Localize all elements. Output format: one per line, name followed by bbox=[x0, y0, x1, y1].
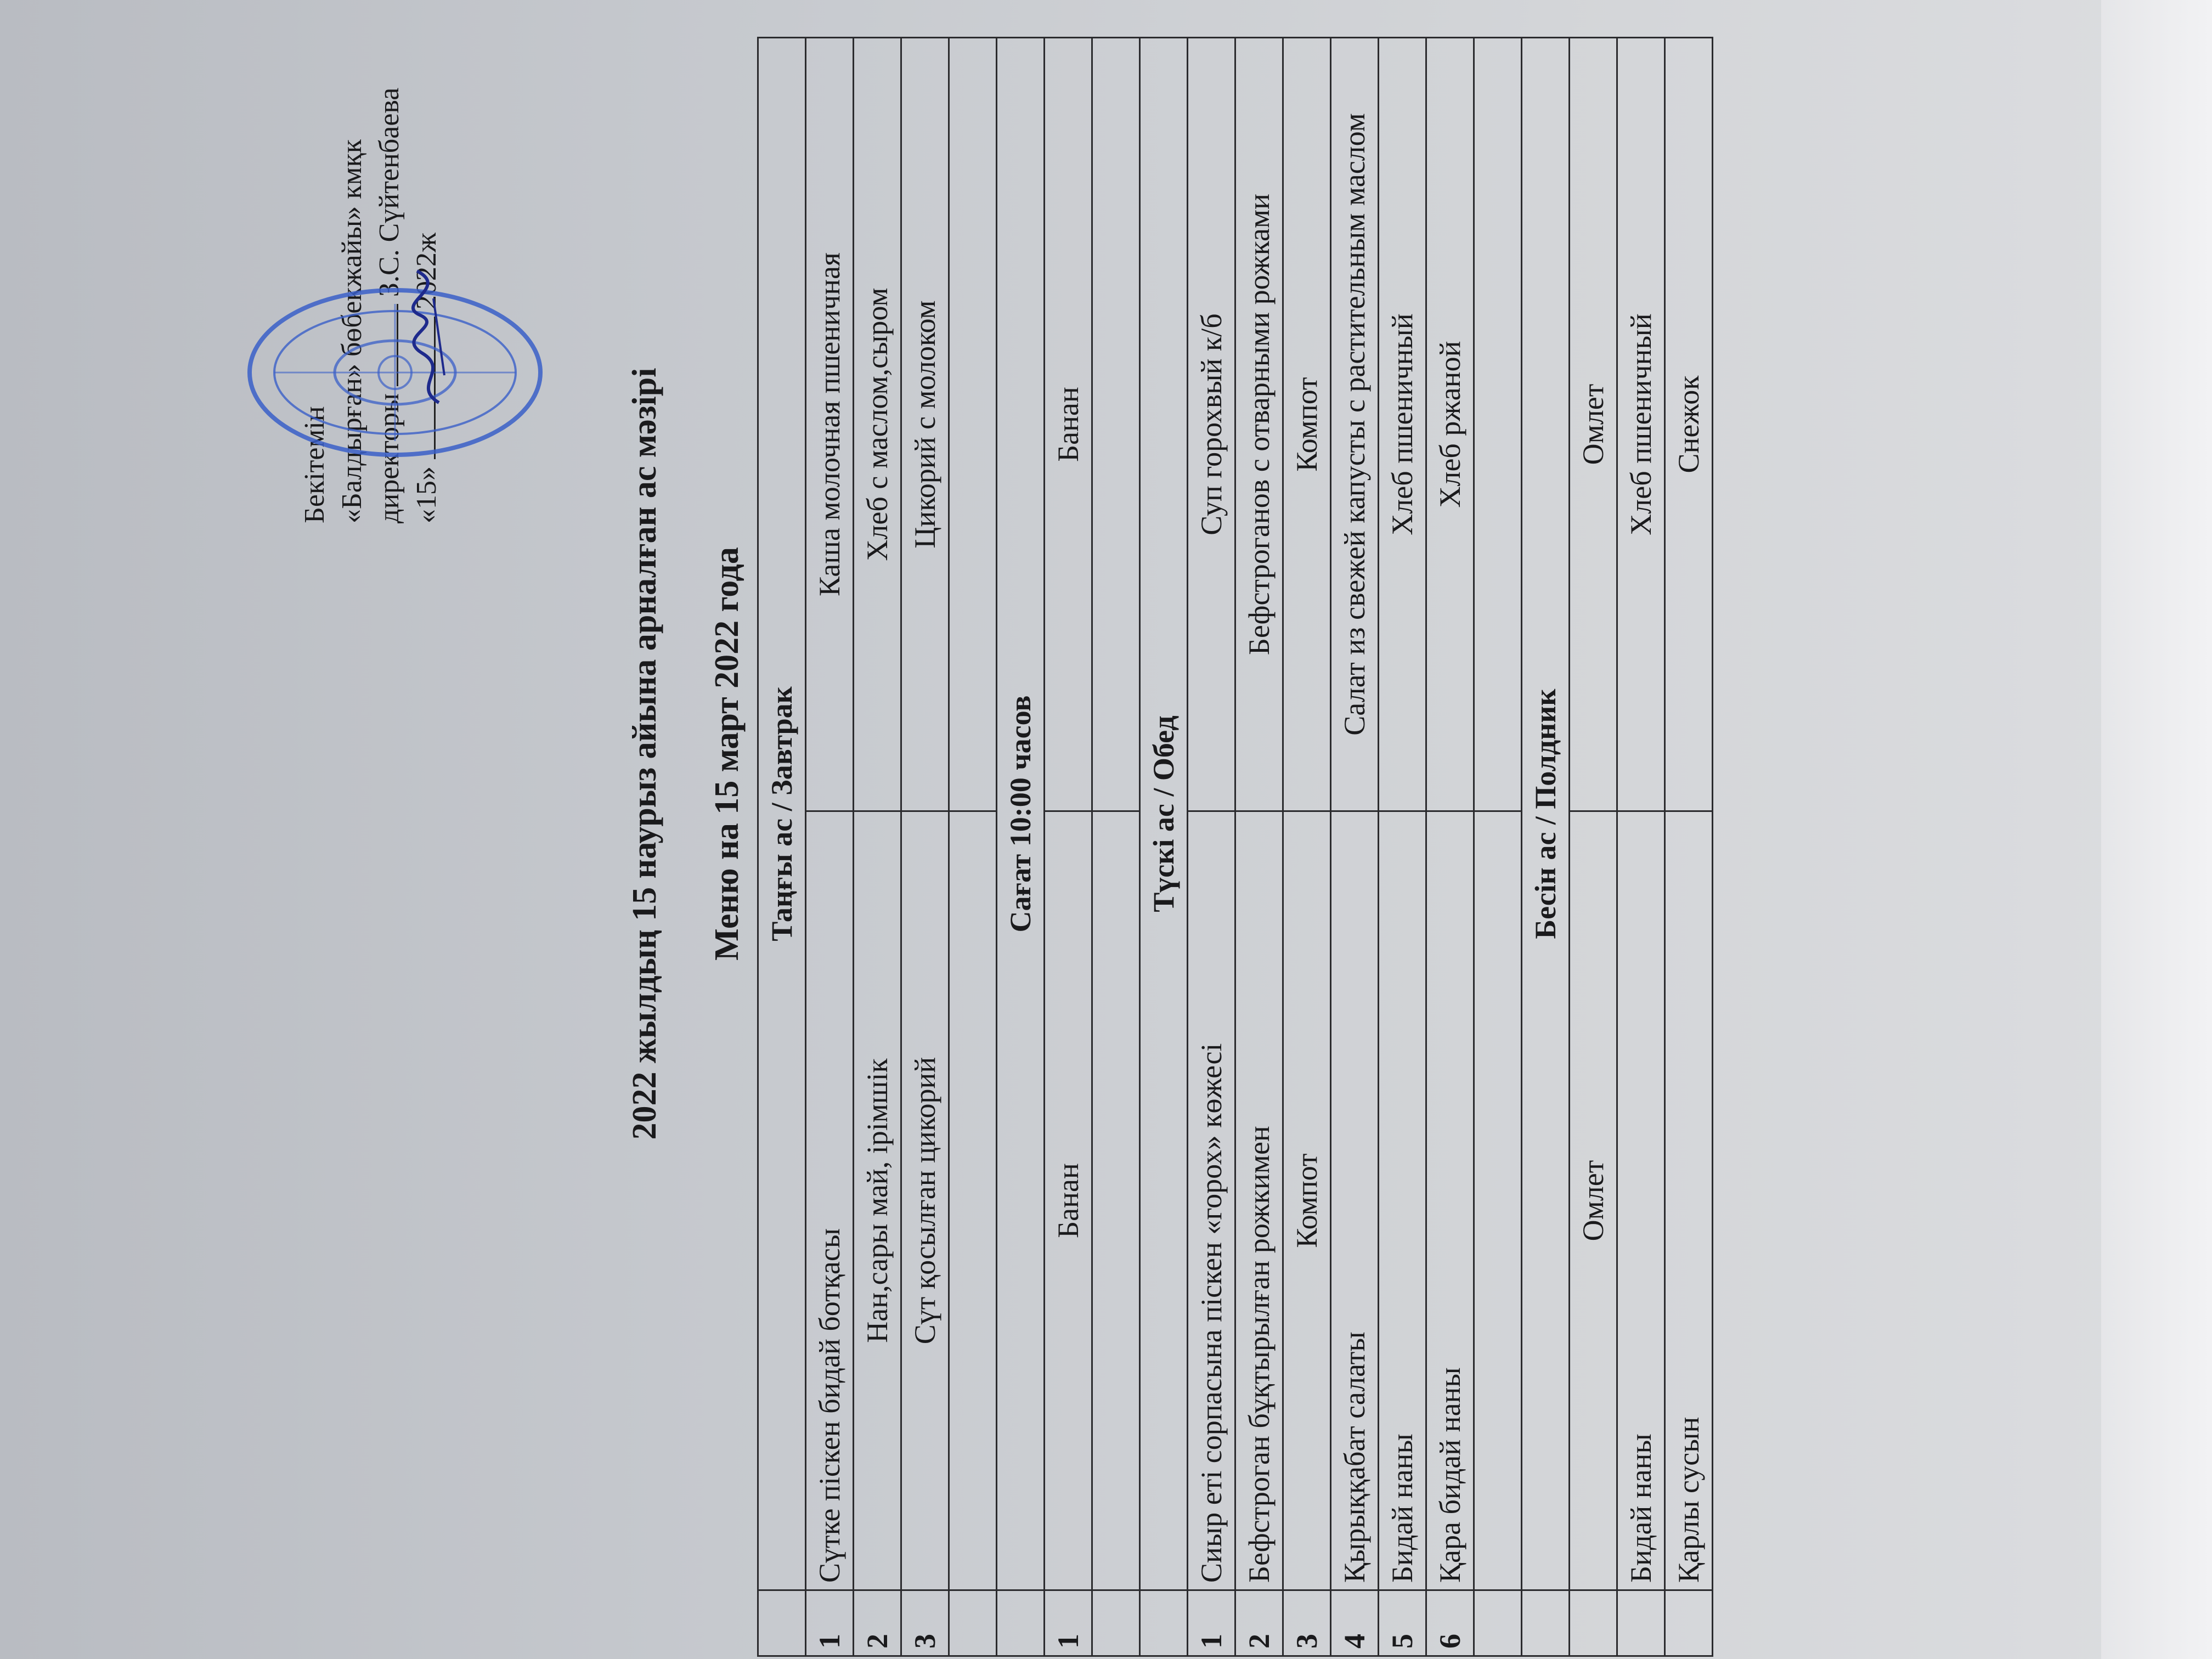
row-number: 2 bbox=[1235, 1590, 1283, 1656]
dish-kz bbox=[1474, 811, 1522, 1590]
dish-kz: Бидай наны bbox=[1617, 811, 1665, 1590]
section-heading: Сағат 10:00 часов bbox=[997, 38, 1045, 1590]
approval-year: 2022ж bbox=[411, 233, 442, 309]
row-number bbox=[1617, 1590, 1665, 1656]
menu-table bbox=[757, 37, 1713, 1657]
dish-kz: Қара бидай наны bbox=[1426, 811, 1474, 1590]
dish-ru: Хлеб пшеничный bbox=[1379, 38, 1426, 811]
dish-ru: Снежок bbox=[1665, 38, 1713, 811]
table-row bbox=[1665, 38, 1713, 1656]
director-signature bbox=[406, 266, 455, 408]
dish-kz: Омлет bbox=[1570, 811, 1617, 1590]
dish-ru: Каша молочная пшеничная bbox=[806, 38, 854, 811]
dish-ru: Хлеб ржаной bbox=[1426, 38, 1474, 811]
approval-director: директоры bbox=[374, 393, 405, 523]
row-number bbox=[1665, 1590, 1713, 1656]
row-number bbox=[949, 1590, 997, 1656]
table-row bbox=[1283, 38, 1331, 1656]
row-number: 2 bbox=[854, 1590, 901, 1656]
row-number: 3 bbox=[1283, 1590, 1331, 1656]
table-row bbox=[1045, 38, 1092, 1656]
row-number: 1 bbox=[1045, 1590, 1092, 1656]
dish-kz bbox=[949, 811, 997, 1590]
dish-kz: Қырыққабат салаты bbox=[1331, 811, 1379, 1590]
section-heading: Түскі ас / Обед bbox=[1140, 38, 1188, 1590]
official-stamp bbox=[241, 282, 549, 463]
page-title: 2022 жылдың 15 наурыз айына арналған ас мәзірі bbox=[626, 368, 663, 1140]
dish-kz: Банан bbox=[1045, 811, 1092, 1590]
table-row bbox=[1617, 38, 1665, 1656]
table-row bbox=[1235, 38, 1283, 1656]
table-row bbox=[1188, 38, 1235, 1656]
approval-line-1: Бекітемін bbox=[299, 406, 330, 523]
dish-ru bbox=[949, 38, 997, 811]
row-number: 3 bbox=[901, 1590, 949, 1656]
dish-ru bbox=[1092, 38, 1140, 811]
section-heading-row bbox=[997, 38, 1045, 1656]
dish-kz bbox=[1092, 811, 1140, 1590]
row-number: 6 bbox=[1426, 1590, 1474, 1656]
dish-ru: Банан bbox=[1045, 38, 1092, 811]
dish-ru: Салат из свежей капусты с растительным маслом bbox=[1331, 38, 1379, 811]
table-row bbox=[1092, 38, 1140, 1656]
table-row bbox=[854, 38, 901, 1656]
dish-ru: Омлет bbox=[1570, 38, 1617, 811]
section-heading-row bbox=[1140, 38, 1188, 1656]
section-heading: Бесін ас / Полдник bbox=[1522, 38, 1570, 1590]
table-row bbox=[806, 38, 854, 1656]
dish-ru bbox=[1474, 38, 1522, 811]
section-heading-row bbox=[1522, 38, 1570, 1656]
dish-kz: Бидай наны bbox=[1379, 811, 1426, 1590]
dish-kz: Қарлы сусын bbox=[1665, 811, 1713, 1590]
table-row bbox=[901, 38, 949, 1656]
dish-kz: Сүт қосылған цикорий bbox=[901, 811, 949, 1590]
dish-ru: Суп горохвый к/б bbox=[1188, 38, 1235, 811]
page-subtitle: Меню на 15 март 2022 года bbox=[708, 547, 746, 961]
row-number: 1 bbox=[806, 1590, 854, 1656]
table-row bbox=[949, 38, 997, 1656]
table-row bbox=[1331, 38, 1379, 1656]
table-row bbox=[1379, 38, 1426, 1656]
table-row bbox=[1474, 38, 1522, 1656]
dish-kz: Сүтке піскен бидай ботқасы bbox=[806, 811, 854, 1590]
dish-ru: Хлеб с маслом,сыром bbox=[854, 38, 901, 811]
approval-line-2: «Балдырған» бөбекжайы» кмқк bbox=[336, 139, 368, 523]
row-number bbox=[1092, 1590, 1140, 1656]
dish-ru: Компот bbox=[1283, 38, 1331, 811]
dish-ru: Цикорий с молоком bbox=[901, 38, 949, 811]
dish-kz: Бефстроган бұқтырылған рожкимен bbox=[1235, 811, 1283, 1590]
row-number: 4 bbox=[1331, 1590, 1379, 1656]
row-number: 5 bbox=[1379, 1590, 1426, 1656]
table-row bbox=[1570, 38, 1617, 1656]
table-row bbox=[1426, 38, 1474, 1656]
approval-day: «15» bbox=[411, 466, 442, 523]
section-heading-row bbox=[758, 38, 806, 1656]
row-number bbox=[1474, 1590, 1522, 1656]
dish-ru: Бефстроганов с отварными рожками bbox=[1235, 38, 1283, 811]
row-number bbox=[1570, 1590, 1617, 1656]
dish-kz: Нан,сары май, ірімшік bbox=[854, 811, 901, 1590]
row-number: 1 bbox=[1188, 1590, 1235, 1656]
dish-kz: Сиыр еті сорпасына піскен «горох» көжесі bbox=[1188, 811, 1235, 1590]
section-heading: Таңғы ас / Завтрак bbox=[758, 38, 806, 1590]
dish-kz: Компот bbox=[1283, 811, 1331, 1590]
approval-name: З.С. Сүйтенбаева bbox=[374, 87, 405, 297]
dish-ru: Хлеб пшеничный bbox=[1617, 38, 1665, 811]
